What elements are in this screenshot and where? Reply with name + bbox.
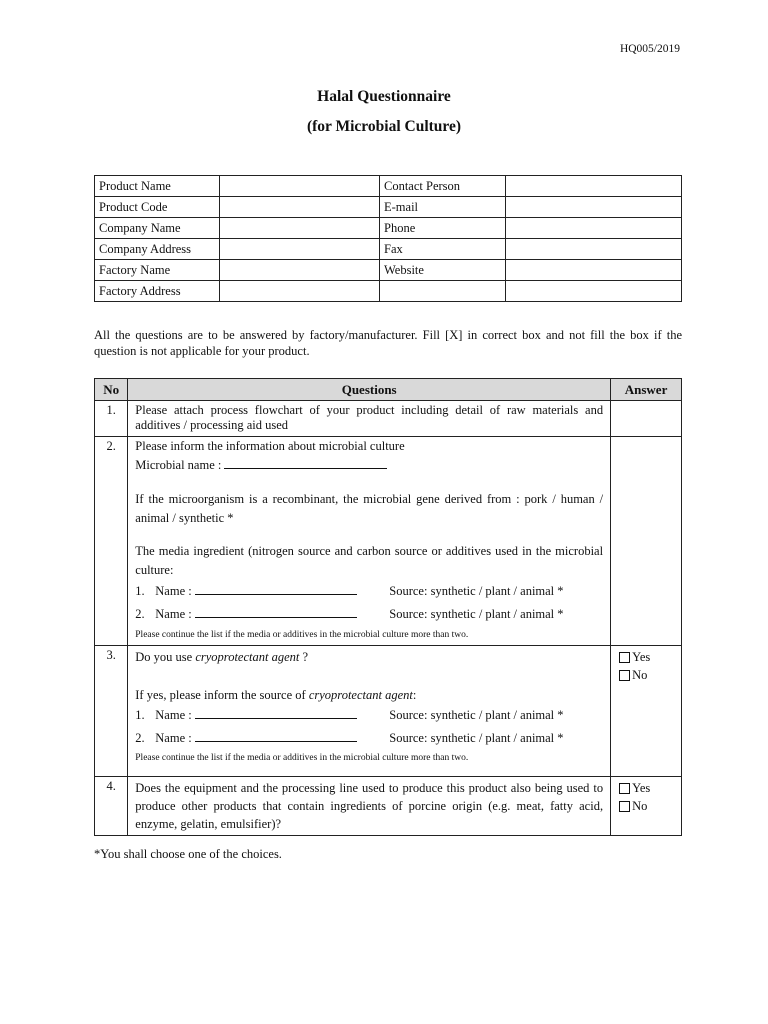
question-row-4 xyxy=(95,777,682,836)
no-label: No xyxy=(632,799,648,813)
question-row-3 xyxy=(95,646,682,777)
info-label: Factory Name xyxy=(95,260,220,281)
info-label: Fax xyxy=(380,239,506,260)
info-row xyxy=(95,197,682,218)
info-label: Company Address xyxy=(95,239,220,260)
info-value-field[interactable] xyxy=(220,176,380,197)
no-checkbox[interactable] xyxy=(619,801,630,812)
header-answer: Answer xyxy=(611,379,682,401)
item-source: Source: synthetic / plant / animal * xyxy=(389,731,564,745)
microbial-name-label: Microbial name : xyxy=(135,458,222,472)
header-no: No xyxy=(95,379,128,401)
item-number: 1. xyxy=(135,584,145,598)
media-name-field[interactable] xyxy=(195,583,357,595)
question-number: 1. xyxy=(95,401,128,437)
cryo-name-field[interactable] xyxy=(195,707,357,719)
question-content xyxy=(128,437,611,646)
item-name-label: Name : xyxy=(155,731,192,745)
info-label: Phone xyxy=(380,218,506,239)
info-value-field[interactable] xyxy=(220,239,380,260)
item-name-label: Name : xyxy=(155,708,192,722)
company-info-table xyxy=(94,175,682,302)
cryo-name-line xyxy=(155,727,389,750)
question-row-2 xyxy=(95,437,682,646)
yes-checkbox[interactable] xyxy=(619,652,630,663)
item-name-label: Name : xyxy=(155,584,192,598)
info-row xyxy=(95,176,682,197)
info-label: Factory Address xyxy=(95,281,220,302)
no-label: No xyxy=(632,668,648,682)
question-content xyxy=(128,646,611,777)
info-row xyxy=(95,218,682,239)
no-option[interactable] xyxy=(619,666,673,684)
yes-label: Yes xyxy=(632,781,651,795)
info-value-field[interactable] xyxy=(506,218,682,239)
recombinant-text: If the microorganism is a recombinant, the microbial gene derived from : pork / human / animal / synthetic * xyxy=(135,492,604,525)
info-label: Product Code xyxy=(95,197,220,218)
continue-note: Please continue the list if the media or additives in the microbial culture more than two. xyxy=(135,630,469,640)
questions-table xyxy=(94,378,682,836)
info-label: Company Name xyxy=(95,218,220,239)
yes-checkbox[interactable] xyxy=(619,783,630,794)
info-value-field[interactable] xyxy=(220,197,380,218)
question-row-1 xyxy=(95,401,682,437)
info-row xyxy=(95,260,682,281)
header-questions: Questions xyxy=(128,379,611,401)
info-row xyxy=(95,281,682,302)
document-code: HQ005/2019 xyxy=(619,43,680,55)
cryo-item xyxy=(135,727,603,750)
media-item xyxy=(135,603,603,626)
info-value-field[interactable] xyxy=(506,239,682,260)
instructions-text: All the questions are to be answered by factory/manufacturer. Fill [X] in correct box and not fill the box if the question is not applicable for your product. xyxy=(94,328,682,358)
info-label: Product Name xyxy=(95,176,220,197)
source-prompt: If yes, please inform the source of cryoprotectant agent: xyxy=(135,688,417,702)
info-label xyxy=(380,281,506,302)
question-text: Do you use cryoprotectant agent ? xyxy=(135,650,309,664)
no-checkbox[interactable] xyxy=(619,670,630,681)
item-source: Source: synthetic / plant / animal * xyxy=(389,584,564,598)
info-value-field[interactable] xyxy=(220,281,380,302)
footnote: *You shall choose one of the choices. xyxy=(94,847,282,861)
info-row xyxy=(95,239,682,260)
cryo-name-field[interactable] xyxy=(195,730,357,742)
item-number: 2. xyxy=(135,731,145,745)
cryo-item xyxy=(135,704,603,727)
info-value-field[interactable] xyxy=(506,281,682,302)
questions-header-row xyxy=(95,379,682,401)
media-text: The media ingredient (nitrogen source and carbon source or additives used in the microbial culture: xyxy=(135,544,604,577)
item-number: 1. xyxy=(135,708,145,722)
info-label: E-mail xyxy=(380,197,506,218)
question-text: Please inform the information about microbial culture xyxy=(135,439,405,453)
answer-cell xyxy=(611,646,682,777)
item-source: Source: synthetic / plant / animal * xyxy=(389,708,564,722)
info-value-field[interactable] xyxy=(220,260,380,281)
media-item xyxy=(135,580,603,603)
info-label: Website xyxy=(380,260,506,281)
info-value-field[interactable] xyxy=(506,176,682,197)
item-name-label: Name : xyxy=(155,607,192,621)
no-option[interactable] xyxy=(619,797,673,815)
info-value-field[interactable] xyxy=(506,197,682,218)
answer-cell xyxy=(611,777,682,836)
microbial-name-field[interactable] xyxy=(224,457,387,469)
yes-label: Yes xyxy=(632,650,651,664)
media-name-line xyxy=(155,580,389,603)
yes-option[interactable] xyxy=(619,648,673,666)
question-text: Does the equipment and the processing line used to produce this product also being used to produce other products that contain ingredients of porcine origin (e.g. meat, fatty acid, enzyme, gelatin, emulsifier)? xyxy=(128,777,611,836)
question-number: 4. xyxy=(95,777,128,836)
continue-note: Please continue the list if the media or additives in the microbial culture more than two. xyxy=(135,753,469,763)
question-number: 3. xyxy=(95,646,128,777)
question-number: 2. xyxy=(95,437,128,646)
document-title: Halal Questionnaire xyxy=(317,88,451,105)
media-name-line xyxy=(155,603,389,626)
answer-cell[interactable] xyxy=(611,437,682,646)
info-value-field[interactable] xyxy=(220,218,380,239)
item-number: 2. xyxy=(135,607,145,621)
answer-cell[interactable] xyxy=(611,401,682,437)
cryo-name-line xyxy=(155,704,389,727)
question-text: Please attach process flowchart of your product including detail of raw materials and additives / processing aid used xyxy=(128,401,611,437)
info-label: Contact Person xyxy=(380,176,506,197)
document-subtitle: (for Microbial Culture) xyxy=(306,118,462,135)
item-source: Source: synthetic / plant / animal * xyxy=(389,607,564,621)
media-name-field[interactable] xyxy=(195,606,357,618)
yes-option[interactable] xyxy=(619,779,673,797)
info-value-field[interactable] xyxy=(506,260,682,281)
microbial-name-line xyxy=(135,454,603,476)
